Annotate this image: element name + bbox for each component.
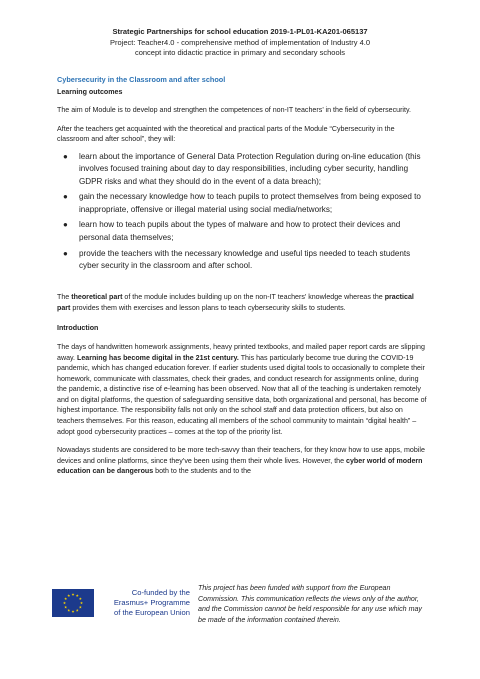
header-project-code: Strategic Partnerships for school education 2019-1-PL01-KA201-065137: [112, 27, 368, 36]
intro-text-2a: Nowadays students are considered to be more tech-savvy than their teachers, for they know how to use apps, mobile devices and online platforms, since they’ve been using them their whole lives. However, the: [57, 446, 425, 465]
cofunded-line-2: Erasmus+ Programme: [113, 597, 190, 607]
header-project-subtitle: concept into didactic practice in primary and secondary schools: [134, 48, 346, 57]
document-header: [60, 27, 420, 59]
bullet-icon: ●: [63, 151, 68, 161]
outcome-text: gain the necessary knowledge how to teach pupils to protect themselves from being exposed to inappropriate, offensive or illegal material using social media/networks;: [79, 192, 421, 214]
theory-text-2: of the module includes building up on the non-IT teachers’ knowledge whereas the: [122, 293, 385, 302]
outcomes-list: [57, 151, 427, 272]
practical-part-emphasis: practical part: [57, 293, 414, 312]
cofunded-text: [98, 588, 190, 617]
learning-outcomes-heading: Learning outcomes: [57, 87, 123, 96]
intro-emphasis-2: cyber world of modern education can be dangerous: [57, 456, 423, 476]
list-item: [57, 219, 427, 244]
intro-text-1c: This has particularly become true during the COVID-19 pandemic, which has changed education forever. If earlier students used digital tools to occasionally to complete their homework, communicate with classmates, check their grades, and conduct research for assignments online, during the pandemic, a distinctive rise of e-learning has been observed. Now that all of the teaching is undertaken remotely and on digital platforms, the question of safeguarding sensitive data, both organizational and personal, has become of highest importance. The responsibility falls not only on the school staff and data protection officers, but also on teachers themselves. For this reason, educating all members of the school community to maintain “digital health” – adopt good cybersecurity practices – comes at the top of the priority list.: [57, 353, 427, 436]
bullet-icon: ●: [63, 220, 68, 230]
theory-text-3: provides them with exercises and lesson plans to teach cybersecurity skills to students.: [70, 303, 346, 312]
aim-paragraph: The aim of Module is to develop and strengthen the competences of non-IT teachers’ in the field of cybersecurity.: [57, 106, 411, 115]
list-item: [57, 248, 427, 273]
bullet-icon: ●: [63, 192, 68, 202]
outcome-text: learn how to teach pupils about the types of malware and how to protect their devices and personal data themselves;: [79, 220, 401, 242]
introduction-heading: Introduction: [57, 324, 99, 333]
outcome-text: provide the teachers with the necessary knowledge and useful tips needed to teach students cyber security in the classroom and after school.: [79, 248, 411, 270]
header-project-title: Project: Teacher4.0 - comprehensive method of implementation of Industry 4.0: [110, 37, 370, 47]
theory-paragraph: [57, 292, 427, 313]
outcome-text: learn about the importance of General Data Protection Regulation during on-line education (this involves focused training about day to day responsibilities, including cyber security, handling GDPR risks and what they should do in the event of a data breach);: [79, 151, 421, 186]
after-paragraph: After the teachers get acquainted with the theoretical and practical parts of the Module “Cybersecurity in the classroom and after school”, they will:: [57, 124, 395, 144]
intro-text-1a: The days of handwritten homework assignments, heavy printed textbooks, and mailed paper report cards are slipping away.: [57, 342, 425, 362]
intro-emphasis-1: Learning has become digital in the 21st century.: [76, 353, 239, 362]
introduction-paragraph-2: [57, 445, 427, 477]
list-item: [57, 151, 427, 188]
cofunded-line-3: of the European Union: [114, 607, 190, 617]
eu-funding-logo: [52, 589, 188, 629]
funding-disclaimer: This project has been funded with support from the European Commission. This communication reflects the views only of the author, and the Commission cannot be held responsible for any use which may be made of the information contained therein.: [198, 584, 422, 624]
theory-text-1: The: [57, 293, 72, 302]
eu-flag-icon: [52, 589, 94, 617]
cofunded-line-1: Co-funded by the: [131, 588, 190, 597]
intro-text-2c: both to the students and to the: [153, 467, 251, 476]
bullet-icon: ●: [63, 248, 68, 258]
introduction-paragraph-1: [57, 342, 427, 437]
document-footer: [52, 583, 432, 633]
section-title: Cybersecurity in the Classroom and after school: [57, 75, 226, 84]
list-item: [57, 191, 427, 216]
theoretical-part-emphasis: theoretical part: [71, 293, 123, 302]
document-body: [57, 75, 427, 477]
